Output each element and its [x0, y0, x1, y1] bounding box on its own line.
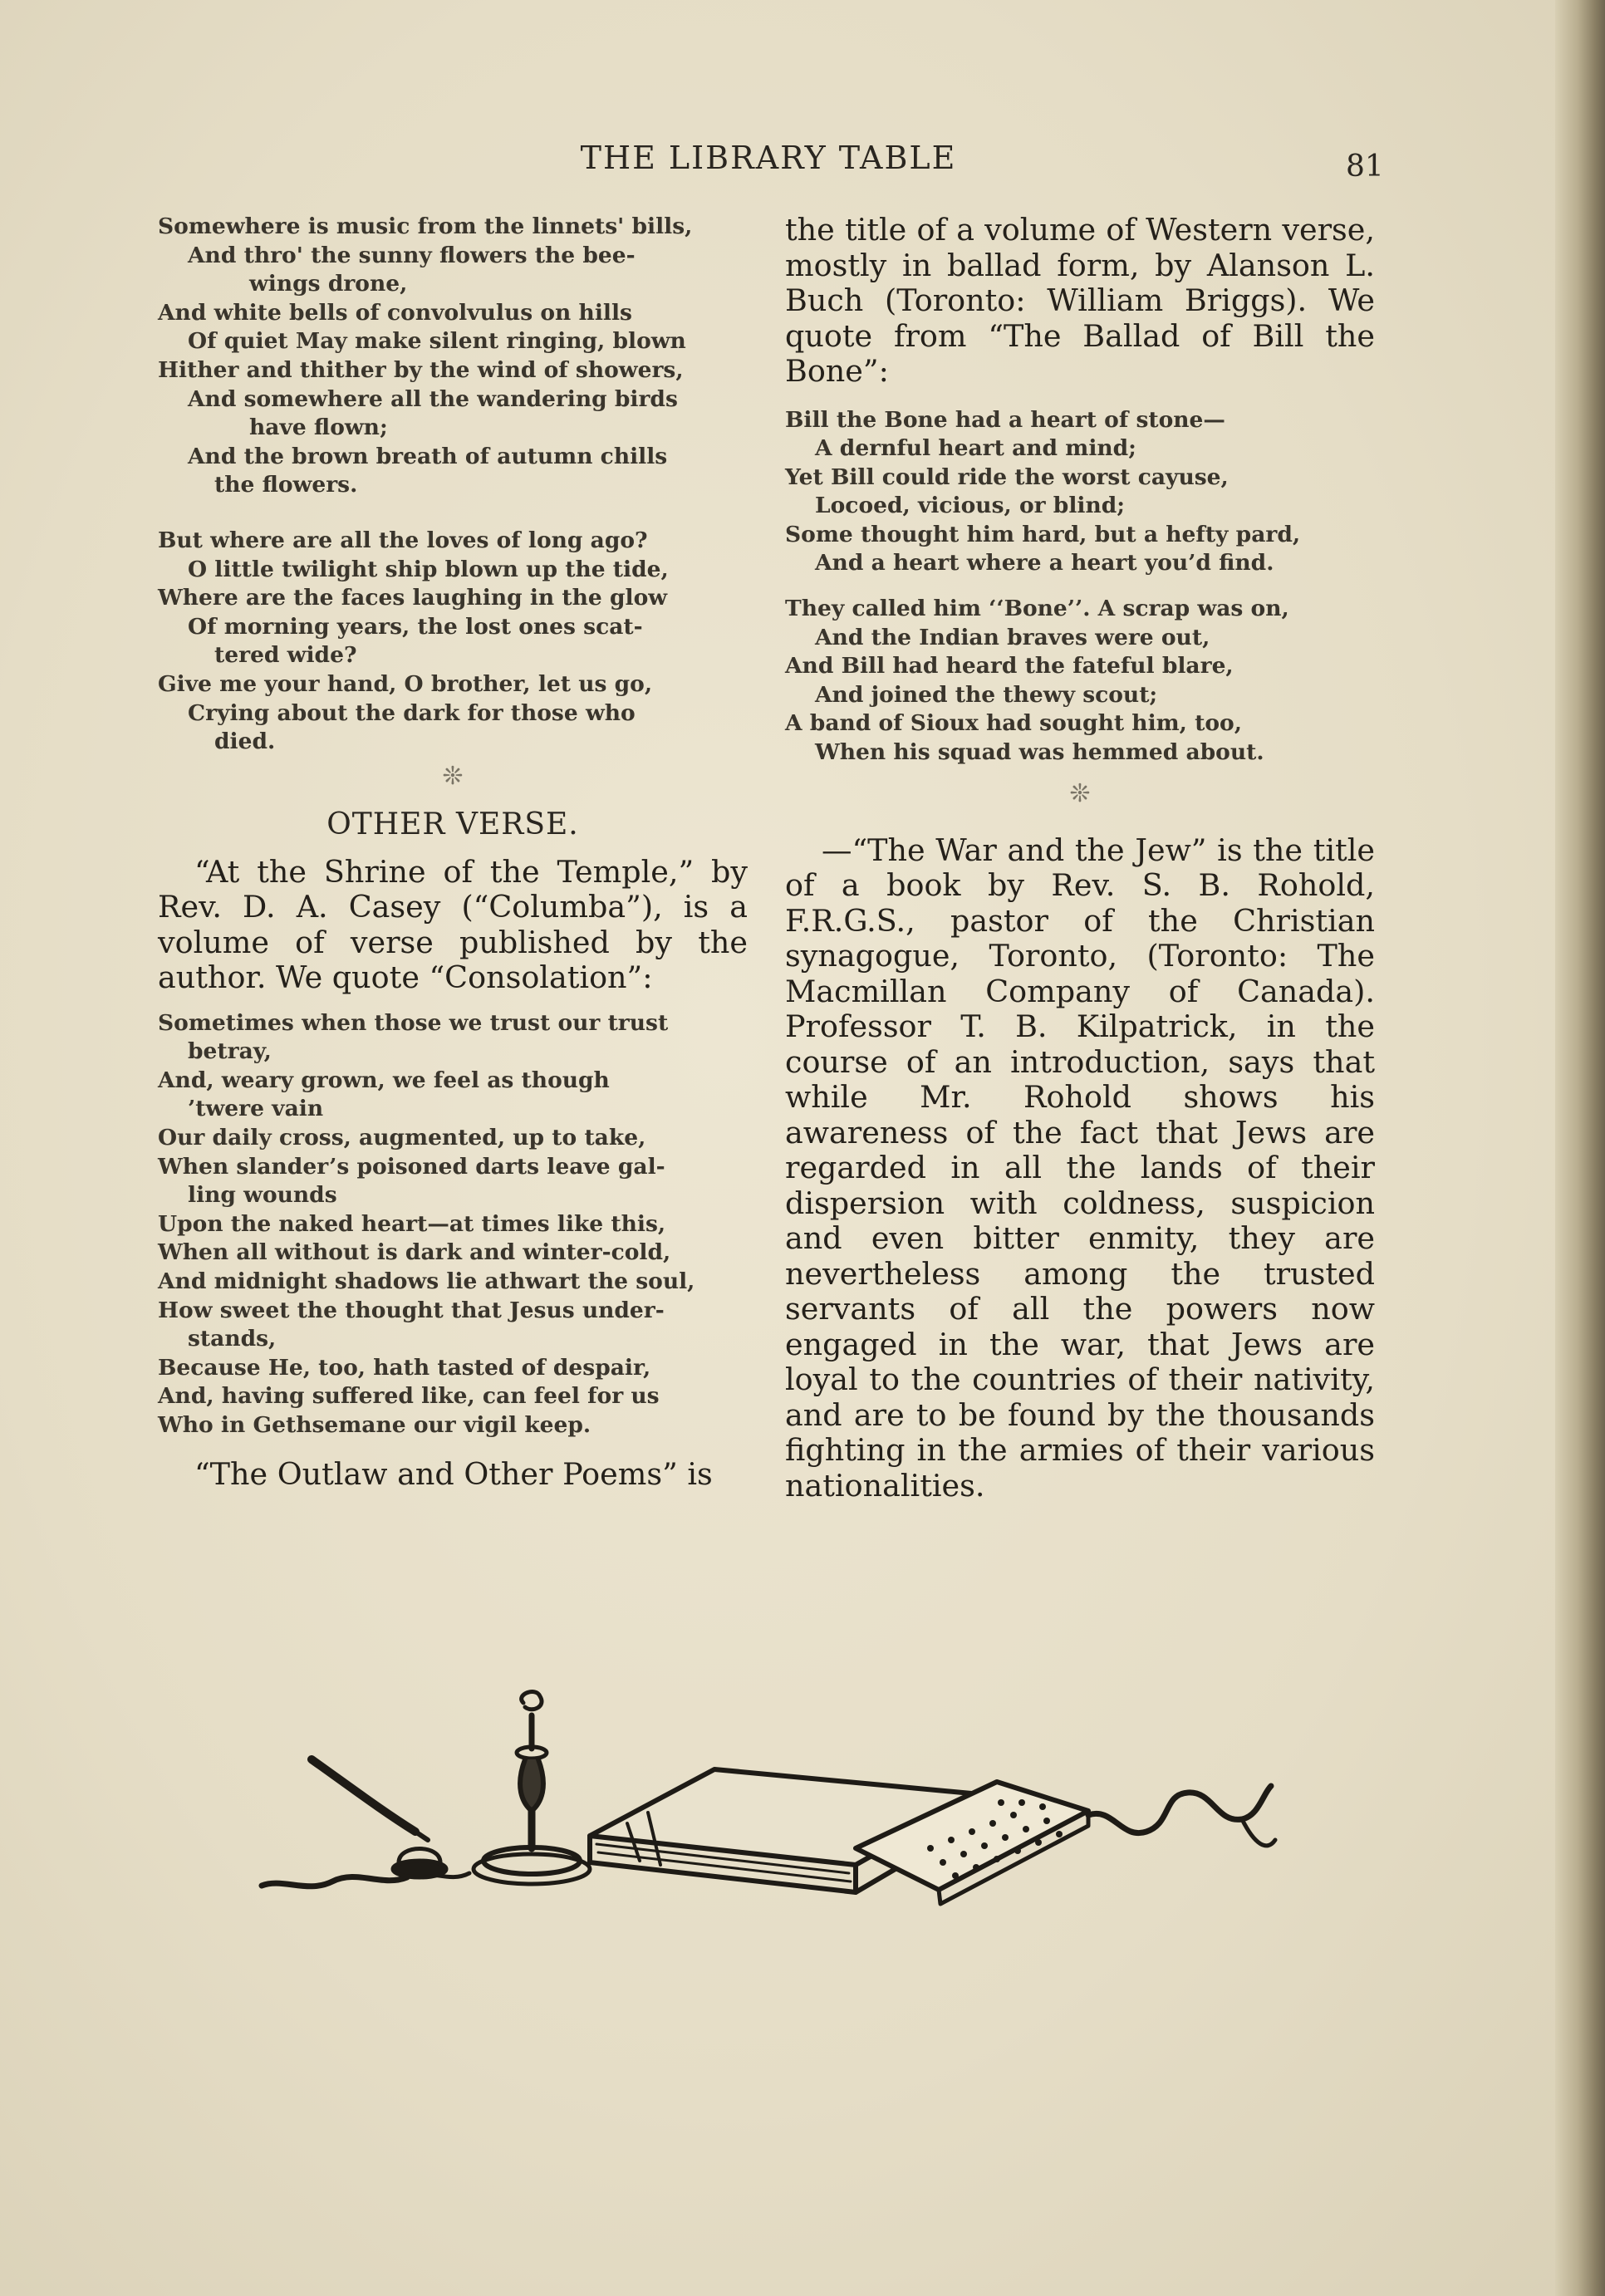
- tailpiece-illustration-icon: [249, 1670, 1279, 1944]
- left-column: [158, 213, 748, 1492]
- verse-line: And, weary grown, we feel as though: [158, 1067, 610, 1093]
- section-ornament: ❊: [1069, 778, 1091, 808]
- section-heading: OTHER VERSE.: [326, 807, 579, 841]
- verse-line: When his squad was hemmed about.: [815, 739, 1264, 766]
- book-spine-shadow: [1555, 0, 1605, 2296]
- verse-line: Of morning years, the lost ones scat-: [188, 613, 643, 640]
- verse-line: Some thought him hard, but a hefty pard,: [785, 521, 1301, 547]
- poem-stanza: [158, 527, 748, 757]
- verse-line: Where are the faces laughing in the glow: [158, 585, 668, 611]
- verse-line: When slander’s poisoned darts leave gal-: [158, 1153, 665, 1180]
- verse-line: And somewhere all the wandering birds: [188, 385, 678, 412]
- consolation-poem: [158, 1009, 748, 1440]
- verse-line: have flown;: [249, 415, 388, 441]
- right-column: [785, 213, 1375, 1504]
- verse-line: died.: [214, 729, 276, 755]
- verse-line: And joined the thewy scout;: [815, 681, 1158, 708]
- verse-line: Upon the naked heart—at times like this,: [158, 1210, 666, 1237]
- verse-line: Crying about the dark for those who: [188, 699, 636, 726]
- verse-line: Of quiet May make silent ringing, blown: [188, 328, 686, 355]
- verse-line: And thro' the sunny flowers the bee-: [188, 242, 636, 268]
- verse-line: And, having suffered like, can feel for us: [158, 1383, 660, 1410]
- verse-line: And a heart where a heart you’d find.: [815, 550, 1274, 576]
- verse-line: ’twere vain: [188, 1096, 324, 1122]
- verse-line: Who in Gethsemane our vigil keep.: [158, 1412, 591, 1438]
- verse-line: Yet Bill could ride the worst cayuse,: [785, 464, 1229, 490]
- verse-line: And midnight shadows lie athwart the soul,: [158, 1268, 695, 1295]
- verse-line: betray,: [188, 1038, 272, 1065]
- verse-line: O little twilight ship blown up the tide,: [188, 556, 669, 582]
- verse-line: Hither and thither by the wind of showers,: [158, 356, 684, 383]
- verse-line: Sometimes when those we trust our trust: [158, 1009, 669, 1036]
- verse-line: Our daily cross, augmented, up to take,: [158, 1125, 646, 1151]
- verse-line: They called him ‘‘Bone’’. A scrap was on,: [785, 596, 1289, 622]
- verse-line: A band of Sioux had sought him, too,: [785, 710, 1242, 737]
- verse-line: And white bells of convolvulus on hills: [158, 299, 632, 326]
- verse-line: Because He, too, hath tasted of despair,: [158, 1354, 651, 1381]
- verse-line: ling wounds: [188, 1182, 337, 1209]
- war-and-jew-paragraph: —“The War and the Jew” is the title of a book by Rev. S. B. Rohold, F.R.G.S., pastor of the Christian synagogue, Toronto, (Toronto: The Macmillan Company of Canada). Professor T. B. Kilpatrick, in the course of an introduction, says that while Mr. Rohold shows his awareness of the fact that Jews are regarded in all the lands of their dispersion with coldness, suspicion and even bitter enmity, they are nevertheless among the trusted servants of all the powers now engaged in the war, that Jews are loyal to the countries of their nativity, and are to be found by the thousands fighting in the armies of their various nationalities.: [785, 832, 1375, 1504]
- outlaw-paragraph-start: “The Outlaw and Other Poems” is: [194, 1455, 713, 1492]
- section-ornament: ❊: [442, 761, 464, 791]
- ballad-stanza: [785, 406, 1375, 579]
- verse-line: How sweet the thought that Jesus under-: [158, 1297, 665, 1323]
- verse-line: tered wide?: [214, 642, 357, 669]
- verse-line: Locoed, vicious, or blind;: [815, 493, 1126, 519]
- verse-line: Bill the Bone had a heart of stone—: [785, 406, 1225, 433]
- poem-stanza: [158, 213, 748, 500]
- verse-line: And the Indian braves were out,: [815, 624, 1210, 650]
- verse-line: wings drone,: [249, 271, 408, 297]
- verse-line: A dernful heart and mind;: [815, 435, 1136, 462]
- verse-line: And Bill had heard the fateful blare,: [785, 653, 1234, 679]
- page-number: 81: [1346, 150, 1384, 184]
- verse-line: Give me your hand, O brother, let us go,: [158, 670, 653, 697]
- running-head: THE LIBRARY TABLE: [580, 140, 957, 176]
- verse-line: the flowers.: [214, 472, 358, 498]
- outlaw-paragraph-continued: the title of a volume of Western verse, mostly in ballad form, by Alanson L. Buch (Toronto: William Briggs). We quote from “The Ballad of Bill the Bone”:: [785, 212, 1375, 389]
- verse-line: stands,: [188, 1326, 277, 1352]
- verse-line: When all without is dark and winter-cold,: [158, 1239, 671, 1266]
- intro-paragraph: “At the Shrine of the Temple,” by Rev. D. A. Casey (“Columba”), is a volume of verse published by the author. We quote “Consolation”:: [158, 853, 748, 996]
- verse-line: Somewhere is music from the linnets' bills,: [158, 213, 693, 239]
- verse-line: And the brown breath of autumn chills: [188, 443, 668, 469]
- verse-line: But where are all the loves of long ago?: [158, 527, 648, 553]
- ballad-stanza: [785, 595, 1375, 768]
